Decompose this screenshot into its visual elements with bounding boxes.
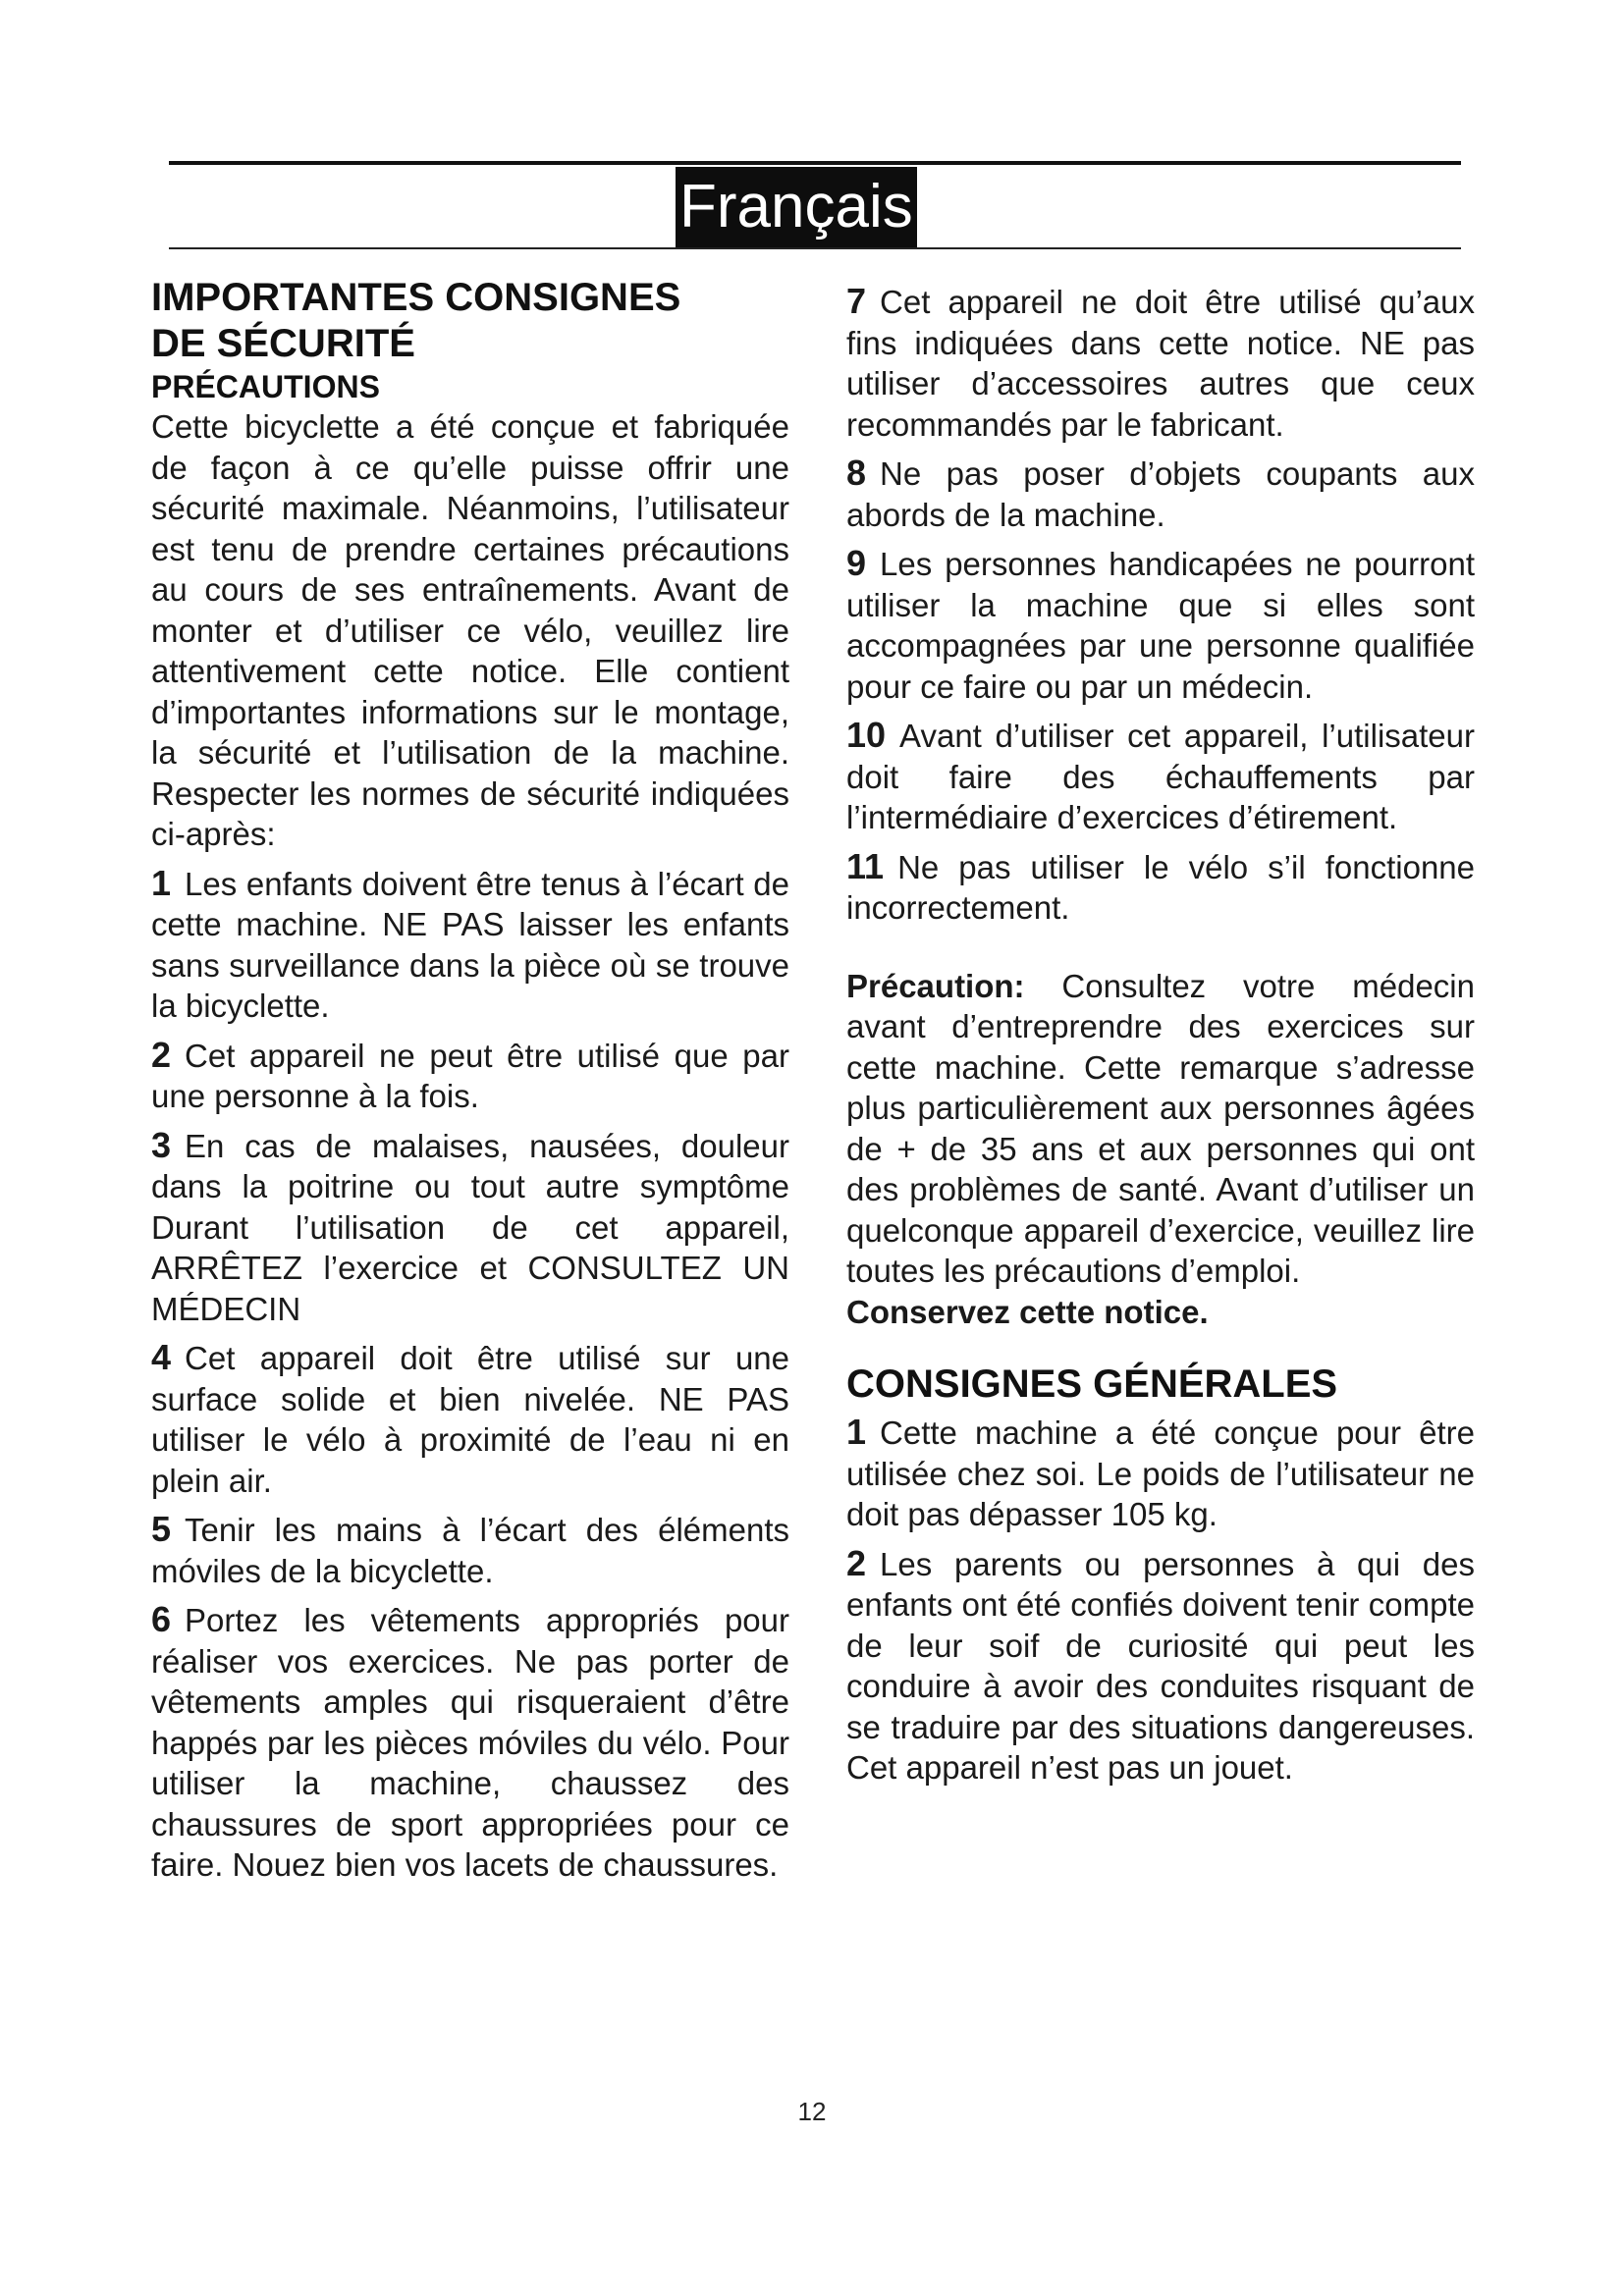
left-column xyxy=(151,275,789,1886)
safety-item-9: 9 Les personnes handicapées ne pourront utiliser la machine que si elles sont accompagnées par une personne qualifiée pour ce faire ou par un médecin. xyxy=(846,543,1475,705)
intro-paragraph: Cette bicyclette a été conçue et fabriquée de façon à ce qu’elle puisse offrir une sécurité maximale. Néanmoins, l’utilisateur est tenu de prendre certaines précautions au cours de ses entraînements. Avant de monter et d’utiliser ce vélo, veuillez lire attentivement cette notice. Elle contient d’importantes informations sur le montage, la sécurité et l’utilisation de la machine. Respecter les normes de sécurité indiquées ci-après: xyxy=(151,408,789,852)
safety-item-4: 4 Cet appareil doit être utilisé sur une surface solide et bien nivelée. NE PAS utiliser le vélo à proximité de l’eau ni en plein air. xyxy=(151,1337,789,1499)
safety-title-line2: DE SÉCURITÉ xyxy=(151,322,415,365)
header-rule-bottom xyxy=(169,247,1461,249)
safety-item-3: 3 En cas de malaises, nausées, douleur dans la poitrine ou tout autre symptôme Durant l’utilisation de cet appareil, ARRÊTEZ l’exercice et CONSULTEZ UN MÉDECIN xyxy=(151,1124,789,1327)
keep-notice: Conservez cette notice. xyxy=(846,1293,1209,1330)
safety-item-11: 11 Ne pas utiliser le vélo s’il fonctionne incorrectement. xyxy=(846,845,1475,926)
spacer xyxy=(846,1332,1475,1362)
safety-item-1: 1 Les enfants doivent être tenus à l’écart de cette machine. NE PAS laisser les enfants sans surveillance dans la pièce où se trouve la bicyclette. xyxy=(151,862,789,1024)
safety-title-line1: IMPORTANTES CONSIGNES xyxy=(151,276,681,319)
caution-text: Consultez votre médecin avant d’entreprendre des exercices sur cette machine. Cette remarque s’adresse plus particulièrement aux personnes âgées de + de 35 ans et aux personnes qui ont des problèmes de santé. Avant d’utiliser un quelconque appareil d’exercice, veuillez lire toutes les précautions d’emploi. xyxy=(846,967,1475,1289)
header-rule-top xyxy=(169,161,1461,165)
language-banner: Français xyxy=(676,167,917,247)
precautions-subtitle: PRÉCAUTIONS xyxy=(151,369,380,404)
right-column xyxy=(846,275,1475,1789)
general-item-1: 1 Cette machine a été conçue pour être utilisée chez soi. Le poids de l’utilisateur ne doit pas dépasser 105 kg. xyxy=(846,1412,1475,1532)
spacer xyxy=(846,929,1475,966)
caution-label: Précaution: xyxy=(846,967,1025,1004)
safety-item-7: 7 Cet appareil ne doit être utilisé qu’aux fins indiquées dans cette notice. NE pas utiliser d’accessoires autres que ceux recommandés par le fabricant. xyxy=(846,281,1475,443)
safety-item-6: 6 Portez les vêtements appropriés pour réaliser vos exercices. Ne pas porter de vêtements amples qui risqueraient d’être happés par les pièces móviles du vélo. Pour utiliser la machine, chaussez des chaussures de sport appropriées pour ce faire. Nouez bien vos lacets de chaussures. xyxy=(151,1599,789,1883)
safety-item-2: 2 Cet appareil ne peut être utilisé que par une personne à la fois. xyxy=(151,1034,789,1114)
safety-item-5: 5 Tenir les mains à l’écart des éléments móviles de la bicyclette. xyxy=(151,1509,789,1589)
page-number: 12 xyxy=(797,2097,827,2126)
safety-item-10: 10 Avant d’utiliser cet appareil, l’utilisateur doit faire des échauffements par l’intermédiaire d’exercices d’étirement. xyxy=(846,715,1475,835)
general-title: CONSIGNES GÉNÉRALES xyxy=(846,1362,1338,1406)
safety-item-8: 8 Ne pas poser d’objets coupants aux abords de la machine. xyxy=(846,453,1475,533)
general-item-2: 2 Les parents ou personnes à qui des enfants ont été confiés doivent tenir compte de leur soif de curiosité qui peut les conduire à avoir des conduites risquant de se traduire par des situations dangereuses. Cet appareil n’est pas un jouet. xyxy=(846,1542,1475,1786)
caution-paragraph xyxy=(846,966,1475,1292)
